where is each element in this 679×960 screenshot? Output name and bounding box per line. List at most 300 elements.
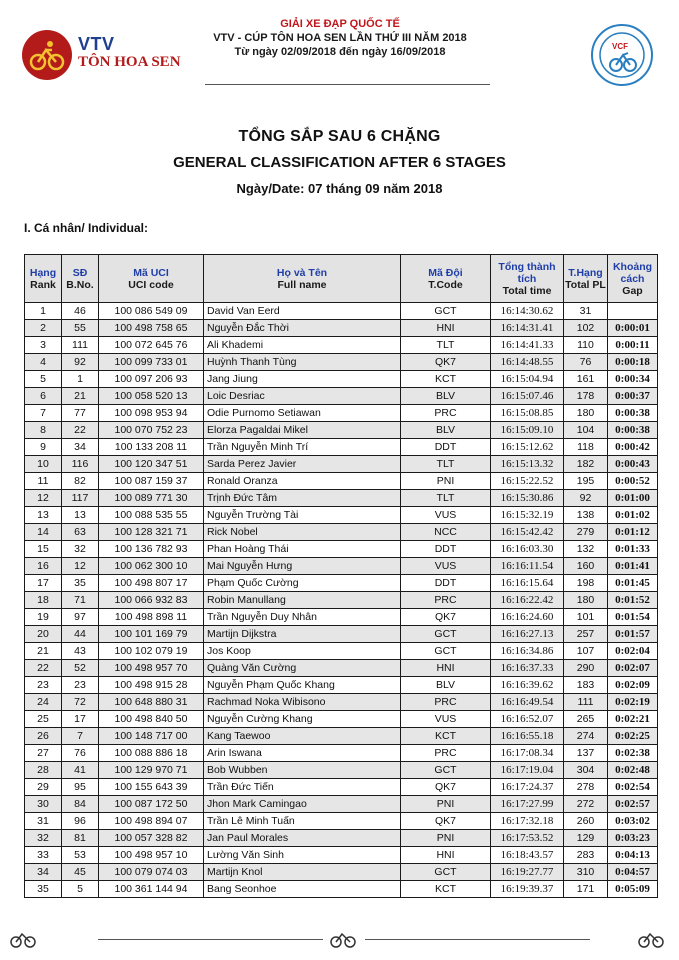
row-uci: 100 498 957 70 [99, 660, 204, 677]
row-team: QK7 [401, 354, 491, 371]
table-row [25, 643, 658, 660]
row-rank: 21 [25, 643, 62, 660]
row-gap: 0:02:57 [608, 796, 658, 813]
row-name: Lường Văn Sinh [204, 847, 401, 864]
footer-divider-left [98, 939, 323, 940]
col-rank: Hạng Rank [25, 255, 62, 303]
row-bib: 43 [62, 643, 99, 660]
vcf-logo-text: VCF [612, 42, 628, 51]
row-total-pl: 76 [564, 354, 608, 371]
row-uci: 100 498 898 11 [99, 609, 204, 626]
row-rank: 3 [25, 337, 62, 354]
row-uci: 100 101 169 79 [99, 626, 204, 643]
row-name: Nguyễn Cường Khang [204, 711, 401, 728]
row-rank: 33 [25, 847, 62, 864]
row-uci: 100 086 549 09 [99, 303, 204, 320]
row-rank: 4 [25, 354, 62, 371]
col-team: Mã Đội T.Code [401, 255, 491, 303]
row-gap: 0:00:01 [608, 320, 658, 337]
row-name: Trần Lê Minh Tuấn [204, 813, 401, 830]
row-gap: 0:02:38 [608, 745, 658, 762]
table-row [25, 728, 658, 745]
table-row [25, 813, 658, 830]
row-name: Mai Nguyễn Hưng [204, 558, 401, 575]
row-bib: 84 [62, 796, 99, 813]
row-team: TLT [401, 456, 491, 473]
row-uci: 100 102 079 19 [99, 643, 204, 660]
row-uci: 100 133 208 11 [99, 439, 204, 456]
row-total-pl: 182 [564, 456, 608, 473]
classification-table [24, 254, 658, 898]
table-row [25, 405, 658, 422]
row-gap: 0:03:23 [608, 830, 658, 847]
row-total-pl: 104 [564, 422, 608, 439]
row-gap: 0:02:09 [608, 677, 658, 694]
row-name: Elorza Pagaldai Mikel [204, 422, 401, 439]
row-uci: 100 361 144 94 [99, 881, 204, 898]
event-cup: VTV - CÚP TÔN HOA SEN LẦN THỨ III NĂM 2018 [213, 32, 467, 44]
row-rank: 22 [25, 660, 62, 677]
table-row [25, 473, 658, 490]
row-name: Loic Desriac [204, 388, 401, 405]
logo-text-vtv: VTV [78, 34, 115, 54]
table-row [25, 847, 658, 864]
row-bib: 46 [62, 303, 99, 320]
table-row [25, 354, 658, 371]
row-bib: 71 [62, 592, 99, 609]
row-total-time: 16:15:04.94 [491, 371, 564, 388]
table-row [25, 660, 658, 677]
row-team: DDT [401, 541, 491, 558]
row-gap: 0:01:02 [608, 507, 658, 524]
row-total-pl: 260 [564, 813, 608, 830]
section-label: I. Cá nhân/ Individual: [24, 221, 149, 235]
row-uci: 100 097 206 93 [99, 371, 204, 388]
row-gap: 0:00:38 [608, 422, 658, 439]
row-rank: 7 [25, 405, 62, 422]
row-team: QK7 [401, 609, 491, 626]
table-row [25, 422, 658, 439]
row-name: Trần Đức Tiến [204, 779, 401, 796]
row-total-pl: 310 [564, 864, 608, 881]
row-uci: 100 648 880 31 [99, 694, 204, 711]
row-team: DDT [401, 575, 491, 592]
row-team: PRC [401, 745, 491, 762]
row-bib: 55 [62, 320, 99, 337]
row-bib: 5 [62, 881, 99, 898]
row-bib: 82 [62, 473, 99, 490]
logo-text-ton-hoa-sen: TÔN HOA SEN [78, 54, 181, 70]
row-gap: 0:02:19 [608, 694, 658, 711]
row-bib: 45 [62, 864, 99, 881]
row-total-time: 16:15:32.19 [491, 507, 564, 524]
row-name: Jhon Mark Camingao [204, 796, 401, 813]
page-header [0, 0, 679, 95]
row-total-pl: 111 [564, 694, 608, 711]
row-team: HNI [401, 847, 491, 864]
table-row [25, 303, 658, 320]
row-uci: 100 155 643 39 [99, 779, 204, 796]
row-total-time: 16:15:09.10 [491, 422, 564, 439]
row-gap: 0:00:42 [608, 439, 658, 456]
row-name: Jan Paul Morales [204, 830, 401, 847]
row-bib: 81 [62, 830, 99, 847]
row-team: GCT [401, 864, 491, 881]
row-bib: 116 [62, 456, 99, 473]
row-team: KCT [401, 728, 491, 745]
table-row [25, 575, 658, 592]
row-gap: 0:01:12 [608, 524, 658, 541]
row-gap: 0:01:57 [608, 626, 658, 643]
row-bib: 17 [62, 711, 99, 728]
row-total-time: 16:16:52.07 [491, 711, 564, 728]
row-gap: 0:02:21 [608, 711, 658, 728]
row-gap: 0:02:25 [608, 728, 658, 745]
row-gap: 0:01:45 [608, 575, 658, 592]
row-rank: 16 [25, 558, 62, 575]
table-row [25, 337, 658, 354]
table-row [25, 745, 658, 762]
row-total-time: 16:14:48.55 [491, 354, 564, 371]
row-name: Nguyễn Phạm Quốc Khang [204, 677, 401, 694]
row-team: HNI [401, 660, 491, 677]
row-team: GCT [401, 643, 491, 660]
table-row [25, 881, 658, 898]
event-info [200, 18, 480, 58]
table-row [25, 320, 658, 337]
vtv-ton-hoa-sen-logo [22, 30, 192, 80]
row-bib: 32 [62, 541, 99, 558]
row-uci: 100 148 717 00 [99, 728, 204, 745]
row-total-pl: 257 [564, 626, 608, 643]
classification-title [0, 128, 679, 196]
row-uci: 100 070 752 23 [99, 422, 204, 439]
row-name: David Van Eerd [204, 303, 401, 320]
row-uci: 100 128 321 71 [99, 524, 204, 541]
row-total-time: 16:16:55.18 [491, 728, 564, 745]
row-team: NCC [401, 524, 491, 541]
row-team: KCT [401, 371, 491, 388]
row-total-pl: 102 [564, 320, 608, 337]
table-body [25, 303, 658, 898]
row-rank: 5 [25, 371, 62, 388]
table-row [25, 592, 658, 609]
row-uci: 100 087 172 50 [99, 796, 204, 813]
row-bib: 21 [62, 388, 99, 405]
row-team: VUS [401, 711, 491, 728]
row-team: TLT [401, 337, 491, 354]
row-bib: 111 [62, 337, 99, 354]
row-bib: 76 [62, 745, 99, 762]
col-total-time: Tổng thành tích Total time [491, 255, 564, 303]
row-rank: 18 [25, 592, 62, 609]
row-bib: 12 [62, 558, 99, 575]
row-gap: 0:00:18 [608, 354, 658, 371]
row-name: Phan Hoàng Thái [204, 541, 401, 558]
row-rank: 6 [25, 388, 62, 405]
row-name: Sarda Perez Javier [204, 456, 401, 473]
table-row [25, 762, 658, 779]
table-row [25, 490, 658, 507]
row-rank: 20 [25, 626, 62, 643]
row-name: Nguyễn Trường Tài [204, 507, 401, 524]
table-row [25, 779, 658, 796]
row-total-pl: 138 [564, 507, 608, 524]
row-bib: 7 [62, 728, 99, 745]
row-total-pl: 278 [564, 779, 608, 796]
cyclist-footer-icon [10, 928, 36, 948]
row-uci: 100 498 915 28 [99, 677, 204, 694]
row-total-pl: 92 [564, 490, 608, 507]
row-name: Huỳnh Thanh Tùng [204, 354, 401, 371]
row-uci: 100 498 807 17 [99, 575, 204, 592]
row-gap: 0:01:41 [608, 558, 658, 575]
row-bib: 13 [62, 507, 99, 524]
row-name: Kang Taewoo [204, 728, 401, 745]
row-team: PNI [401, 473, 491, 490]
cyclist-logo-icon [22, 30, 72, 80]
row-name: Nguyễn Đắc Thời [204, 320, 401, 337]
row-total-time: 16:16:37.33 [491, 660, 564, 677]
row-name: Martijn Dijkstra [204, 626, 401, 643]
table-row [25, 694, 658, 711]
row-gap: 0:00:38 [608, 405, 658, 422]
row-total-time: 16:16:22.42 [491, 592, 564, 609]
row-total-pl: 279 [564, 524, 608, 541]
row-total-pl: 304 [564, 762, 608, 779]
row-rank: 32 [25, 830, 62, 847]
header-divider [205, 84, 490, 85]
row-bib: 53 [62, 847, 99, 864]
row-team: TLT [401, 490, 491, 507]
row-bib: 52 [62, 660, 99, 677]
row-bib: 41 [62, 762, 99, 779]
row-total-pl: 137 [564, 745, 608, 762]
row-rank: 2 [25, 320, 62, 337]
event-name: GIẢI XE ĐẠP QUỐC TẾ [280, 18, 400, 30]
row-gap: 0:00:43 [608, 456, 658, 473]
row-gap: 0:01:52 [608, 592, 658, 609]
row-team: PRC [401, 405, 491, 422]
row-total-pl: 129 [564, 830, 608, 847]
table-row [25, 677, 658, 694]
row-rank: 23 [25, 677, 62, 694]
table-row [25, 626, 658, 643]
row-name: Trần Nguyễn Duy Nhân [204, 609, 401, 626]
row-uci: 100 058 520 13 [99, 388, 204, 405]
col-bib: SĐ B.No. [62, 255, 99, 303]
event-dates: Từ ngày 02/09/2018 đến ngày 16/09/2018 [234, 46, 446, 58]
row-bib: 63 [62, 524, 99, 541]
row-total-pl: 101 [564, 609, 608, 626]
row-bib: 22 [62, 422, 99, 439]
row-name: Bob Wubben [204, 762, 401, 779]
row-rank: 12 [25, 490, 62, 507]
row-uci: 100 498 957 10 [99, 847, 204, 864]
row-gap: 0:02:48 [608, 762, 658, 779]
row-uci: 100 062 300 10 [99, 558, 204, 575]
row-total-time: 16:16:27.13 [491, 626, 564, 643]
col-total-pl: T.Hạng Total PL [564, 255, 608, 303]
row-name: Odie Purnomo Setiawan [204, 405, 401, 422]
table-row [25, 388, 658, 405]
row-total-time: 16:16:34.86 [491, 643, 564, 660]
row-uci: 100 057 328 82 [99, 830, 204, 847]
row-rank: 31 [25, 813, 62, 830]
row-bib: 97 [62, 609, 99, 626]
row-name: Bang Seonhoe [204, 881, 401, 898]
row-total-time: 16:16:49.54 [491, 694, 564, 711]
row-name: Trần Nguyễn Minh Trí [204, 439, 401, 456]
row-name: Quàng Văn Cường [204, 660, 401, 677]
row-total-time: 16:15:08.85 [491, 405, 564, 422]
row-uci: 100 498 894 07 [99, 813, 204, 830]
row-bib: 44 [62, 626, 99, 643]
row-name: Trịnh Đức Tâm [204, 490, 401, 507]
title-vietnamese: TỔNG SẮP SAU 6 CHẶNG [238, 128, 441, 145]
row-uci: 100 129 970 71 [99, 762, 204, 779]
row-total-time: 16:17:53.52 [491, 830, 564, 847]
row-name: Rick Nobel [204, 524, 401, 541]
row-total-pl: 110 [564, 337, 608, 354]
footer-divider-right [365, 939, 590, 940]
row-team: QK7 [401, 813, 491, 830]
cyclist-footer-icon [330, 928, 356, 948]
row-uci: 100 066 932 83 [99, 592, 204, 609]
row-rank: 11 [25, 473, 62, 490]
row-total-pl: 180 [564, 405, 608, 422]
row-gap: 0:01:33 [608, 541, 658, 558]
row-total-pl: 31 [564, 303, 608, 320]
row-name: Ali Khademi [204, 337, 401, 354]
row-rank: 19 [25, 609, 62, 626]
row-total-pl: 283 [564, 847, 608, 864]
row-total-pl: 265 [564, 711, 608, 728]
row-total-time: 16:16:03.30 [491, 541, 564, 558]
row-total-time: 16:15:12.62 [491, 439, 564, 456]
table-row [25, 711, 658, 728]
row-rank: 24 [25, 694, 62, 711]
table-row [25, 830, 658, 847]
row-total-pl: 290 [564, 660, 608, 677]
row-team: VUS [401, 558, 491, 575]
row-total-time: 16:14:31.41 [491, 320, 564, 337]
row-gap: 0:03:02 [608, 813, 658, 830]
row-total-pl: 178 [564, 388, 608, 405]
row-bib: 92 [62, 354, 99, 371]
row-gap: 0:05:09 [608, 881, 658, 898]
row-total-pl: 107 [564, 643, 608, 660]
col-uci: Mã UCI UCI code [99, 255, 204, 303]
row-total-time: 16:14:30.62 [491, 303, 564, 320]
row-rank: 1 [25, 303, 62, 320]
vcf-logo-icon [591, 24, 653, 86]
row-gap [608, 303, 658, 320]
row-gap: 0:01:00 [608, 490, 658, 507]
table-row [25, 456, 658, 473]
row-team: BLV [401, 422, 491, 439]
row-bib: 96 [62, 813, 99, 830]
row-uci: 100 120 347 51 [99, 456, 204, 473]
row-gap: 0:00:34 [608, 371, 658, 388]
title-english: GENERAL CLASSIFICATION AFTER 6 STAGES [173, 154, 506, 171]
row-total-pl: 118 [564, 439, 608, 456]
row-rank: 27 [25, 745, 62, 762]
row-uci: 100 087 159 37 [99, 473, 204, 490]
row-rank: 10 [25, 456, 62, 473]
row-total-time: 16:19:39.37 [491, 881, 564, 898]
row-uci: 100 088 886 18 [99, 745, 204, 762]
row-total-time: 16:17:08.34 [491, 745, 564, 762]
row-team: PRC [401, 592, 491, 609]
row-gap: 0:02:54 [608, 779, 658, 796]
row-team: PNI [401, 830, 491, 847]
row-uci: 100 098 953 94 [99, 405, 204, 422]
row-gap: 0:01:54 [608, 609, 658, 626]
row-total-pl: 171 [564, 881, 608, 898]
row-team: BLV [401, 388, 491, 405]
row-total-time: 16:14:41.33 [491, 337, 564, 354]
row-team: VUS [401, 507, 491, 524]
row-total-pl: 161 [564, 371, 608, 388]
row-bib: 35 [62, 575, 99, 592]
row-total-pl: 160 [564, 558, 608, 575]
row-uci: 100 498 758 65 [99, 320, 204, 337]
row-bib: 1 [62, 371, 99, 388]
row-total-time: 16:15:42.42 [491, 524, 564, 541]
row-rank: 17 [25, 575, 62, 592]
row-total-time: 16:16:11.54 [491, 558, 564, 575]
row-gap: 0:00:11 [608, 337, 658, 354]
row-total-time: 16:15:30.86 [491, 490, 564, 507]
row-bib: 23 [62, 677, 99, 694]
row-uci: 100 498 840 50 [99, 711, 204, 728]
row-name: Arin Iswana [204, 745, 401, 762]
row-total-time: 16:16:39.62 [491, 677, 564, 694]
row-rank: 25 [25, 711, 62, 728]
col-name: Họ và Tên Full name [204, 255, 401, 303]
row-gap: 0:00:52 [608, 473, 658, 490]
row-total-pl: 195 [564, 473, 608, 490]
row-name: Robin Manullang [204, 592, 401, 609]
row-bib: 77 [62, 405, 99, 422]
row-name: Rachmad Noka Wibisono [204, 694, 401, 711]
table-row [25, 558, 658, 575]
row-bib: 34 [62, 439, 99, 456]
row-rank: 13 [25, 507, 62, 524]
row-total-time: 16:17:32.18 [491, 813, 564, 830]
row-total-pl: 132 [564, 541, 608, 558]
row-bib: 72 [62, 694, 99, 711]
row-uci: 100 099 733 01 [99, 354, 204, 371]
row-team: GCT [401, 626, 491, 643]
table-row [25, 439, 658, 456]
row-total-time: 16:17:19.04 [491, 762, 564, 779]
row-total-time: 16:15:07.46 [491, 388, 564, 405]
row-name: Ronald Oranza [204, 473, 401, 490]
row-gap: 0:02:04 [608, 643, 658, 660]
row-rank: 28 [25, 762, 62, 779]
table-row [25, 609, 658, 626]
table-row [25, 864, 658, 881]
table-row [25, 541, 658, 558]
row-rank: 34 [25, 864, 62, 881]
row-total-time: 16:19:27.77 [491, 864, 564, 881]
row-gap: 0:04:13 [608, 847, 658, 864]
table-row [25, 796, 658, 813]
row-uci: 100 088 535 55 [99, 507, 204, 524]
row-uci: 100 072 645 76 [99, 337, 204, 354]
